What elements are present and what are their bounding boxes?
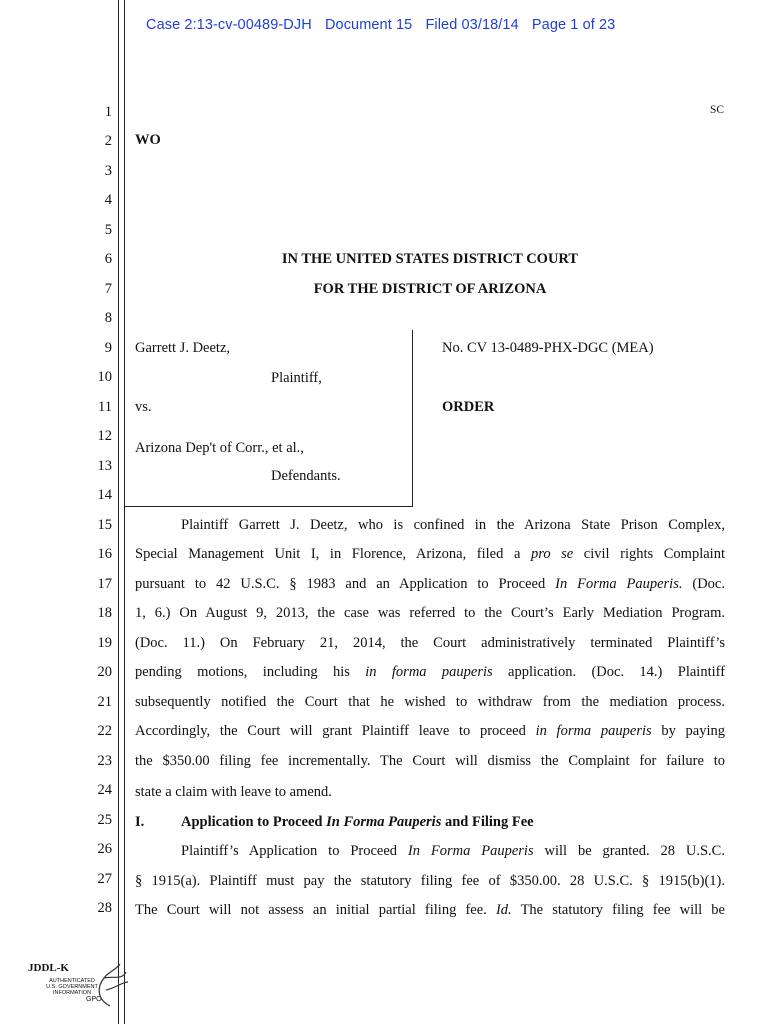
defendant-name: Arizona Dep't of Corr., et al., [135, 440, 304, 456]
body-line: pending motions, including his in forma pauperis application. (Doc. 14.) Plaintiff [135, 664, 726, 680]
line-number: 12 [97, 428, 112, 444]
line-number: 15 [97, 517, 112, 533]
section-number: I. [135, 814, 145, 830]
body-line: Accordingly, the Court will grant Plaintiff leave to proceed in forma pauperis by paying [135, 723, 726, 739]
line-number: 20 [97, 664, 112, 680]
line-number: 9 [104, 340, 112, 356]
line-number: 4 [104, 192, 112, 208]
body-line: 1, 6.) On August 9, 2013, the case was referred to the Court’s Early Mediation Program. [135, 605, 725, 621]
caption-divider-vertical [412, 330, 413, 506]
body-line: subsequently notified the Court that he wished to withdraw from the mediation process. [135, 694, 725, 710]
page-indicator: Page 1 of 23 [531, 17, 616, 33]
line-number: 27 [97, 871, 112, 887]
jddl-code: JDDL-K [28, 962, 69, 974]
line-number: 23 [97, 753, 112, 769]
line-number: 8 [104, 310, 112, 326]
line-number: 28 [97, 900, 112, 916]
body-line: The Court will not assess an initial partial filing fee. Id. The statutory filing fee will be [135, 902, 725, 918]
ecf-header [146, 17, 624, 33]
line-number: 7 [104, 281, 112, 297]
gpo-label: GPO [86, 996, 102, 1003]
defendant-label: Defendants. [271, 468, 341, 484]
order-title: ORDER [442, 399, 495, 415]
eagle-icon [90, 960, 130, 1008]
line-number: 21 [97, 694, 112, 710]
filed-date: Filed 03/18/14 [425, 17, 519, 33]
body-line: pursuant to 42 U.S.C. § 1983 and an Application to Proceed In Forma Pauperis. (Doc. [135, 576, 725, 592]
document-number: Document 15 [324, 17, 413, 33]
line-number: 25 [97, 812, 112, 828]
line-number: 13 [97, 458, 112, 474]
case-number: Case 2:13-cv-00489-DJH [146, 17, 312, 33]
line-number: 6 [104, 251, 112, 267]
line-number: 11 [98, 399, 112, 415]
body-line: (Doc. 11.) On February 21, 2014, the Court administratively terminated Plaintiff’s [135, 635, 725, 651]
line-number: 19 [97, 635, 112, 651]
body-line: state a claim with leave to amend. [135, 784, 332, 800]
line-number: 18 [97, 605, 112, 621]
section-heading: Application to Proceed In Forma Pauperis and Filing Fee [181, 814, 534, 830]
body-line: Special Management Unit I, in Florence, Arizona, filed a pro se civil rights Complaint [135, 546, 725, 562]
body-line: the $350.00 filing fee incrementally. The Court will dismiss the Complaint for failure to [135, 753, 725, 769]
court-district: FOR THE DISTRICT OF ARIZONA [313, 281, 547, 297]
gpo-authentication-seal: JDDL-K AUTHENTICATED U.S. GOVERNMENT INFORMATION GPO [28, 962, 112, 1003]
caption-divider-horizontal [125, 506, 413, 507]
line-number: 1 [104, 104, 112, 120]
line-number: 16 [97, 546, 112, 562]
versus: vs. [135, 399, 152, 415]
body-line: Plaintiff Garrett J. Deetz, who is confined in the Arizona State Prison Complex, [181, 517, 725, 533]
line-number: 14 [97, 487, 112, 503]
case-number-caption: No. CV 13-0489-PHX-DGC (MEA) [442, 340, 654, 356]
line-number: 26 [97, 841, 112, 857]
line-number: 22 [97, 723, 112, 739]
line-number: 10 [97, 369, 112, 385]
margin-rule-left [118, 0, 119, 1024]
judge-initials: SC [710, 104, 725, 116]
line-number: 3 [104, 163, 112, 179]
wo-marker: WO [135, 132, 161, 148]
line-number: 17 [97, 576, 112, 592]
margin-rule-right [124, 0, 125, 1024]
plaintiff-label: Plaintiff, [271, 370, 322, 386]
plaintiff-name: Garrett J. Deetz, [135, 340, 231, 356]
body-line: § 1915(a). Plaintiff must pay the statutory filing fee of $350.00. 28 U.S.C. § 1915(b)(1). [135, 873, 725, 889]
court-name: IN THE UNITED STATES DISTRICT COURT [281, 251, 579, 267]
line-number: 24 [97, 782, 112, 798]
line-number: 5 [104, 222, 112, 238]
body-line: Plaintiff’s Application to Proceed In Forma Pauperis will be granted. 28 U.S.C. [181, 843, 725, 859]
line-number: 2 [104, 133, 112, 149]
